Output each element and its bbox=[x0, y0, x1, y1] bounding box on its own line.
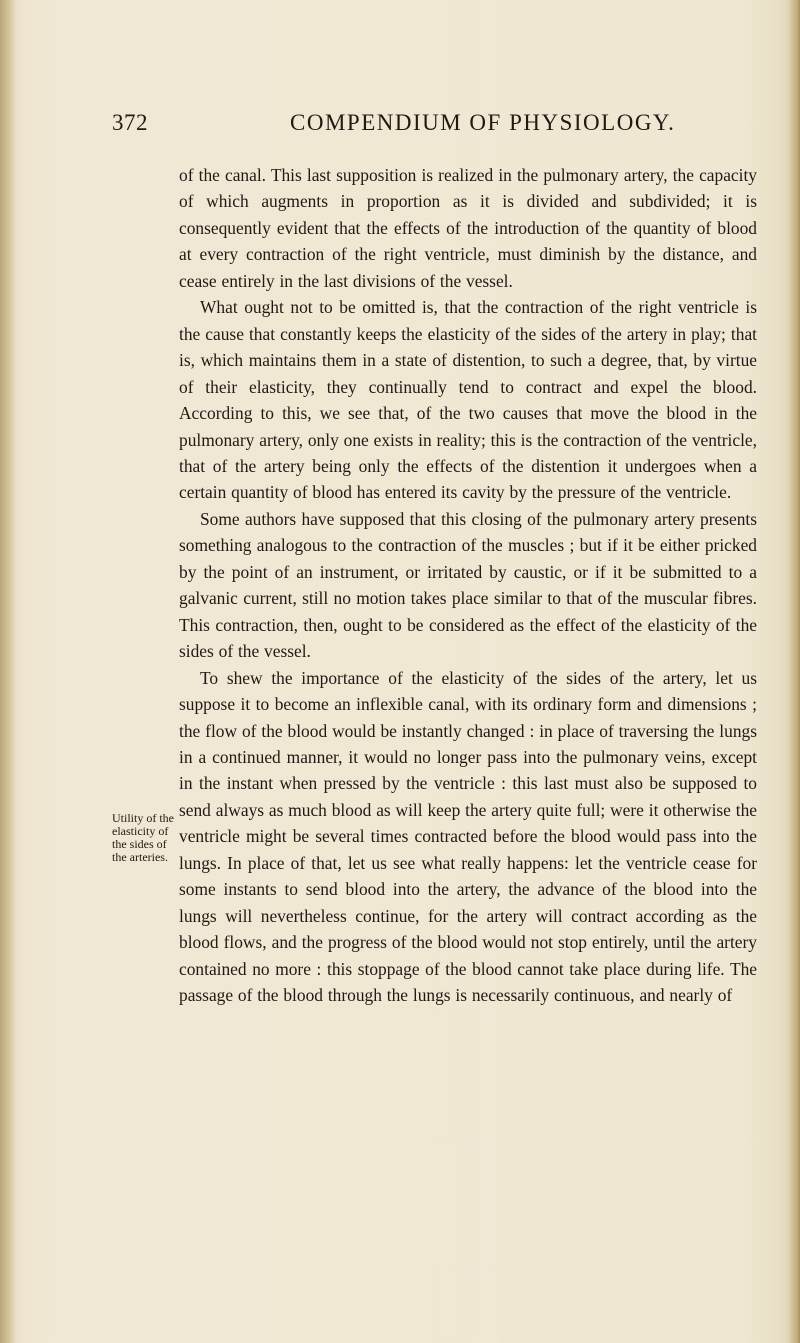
paragraph: Some authors have supposed that this closing of the pulmonary artery presents something analogous to the contraction of the muscles ; but if it be either pricked by the point of an instrument, or irritated by caustic, or if it be submitted to a galvanic current, still no motion takes place similar to that of the muscular fibres. This contraction, then, ought to be considered as the effect of the elasticity of the sides of the vessel. bbox=[179, 508, 757, 662]
margin-note-line: the sides of bbox=[112, 837, 167, 851]
page-number: 372 bbox=[112, 110, 148, 135]
body-text bbox=[179, 162, 757, 1009]
margin-note-line: the arteries. bbox=[112, 850, 168, 864]
running-head: COMPENDIUM OF PHYSIOLOGY. bbox=[290, 110, 676, 135]
margin-note bbox=[112, 812, 186, 864]
page-header bbox=[112, 110, 712, 146]
paragraph: What ought not to be omitted is, that the contraction of the right ventricle is the cause that constantly keeps the elasticity of the sides of the artery in play; that is, which maintains them in a state of distention, to such a degree, that, by virtue of their elasticity, they continually tend to contract and expel the blood. According to this, we see that, of the two causes that move the blood in the pulmonary artery, only one exists in reality; this is the contraction of the ventricle, that of the artery being only the effects of the distention it undergoes when a certain quantity of blood has entered its cavity by the pressure of the ventricle. bbox=[179, 297, 757, 503]
margin-note-line: elasticity of bbox=[112, 824, 169, 838]
paragraph: of the canal. This last supposition is realized in the pulmonary artery, the capacity of which augments in proportion as it is divided and subdivided; it is consequently evident that the effects of the introduction of the quantity of blood at every contraction of the right ventricle, must diminish by the distance, and cease entirely in the last divisions of the vessel. bbox=[179, 165, 757, 291]
margin-note-line: Utility of the bbox=[112, 811, 174, 825]
paragraph: To shew the importance of the elasticity of the sides of the artery, let us suppose it to become an inflexible canal, with its ordinary form and dimensions ; the flow of the blood would be instantly changed : in place of traversing the lungs in a continued manner, it would no longer pass into the pulmonary veins, except in the instant when pressed by the ventricle : this last must also be supposed to send always as much blood as will keep the artery quite full; were it otherwise the ventricle might be several times contracted before the blood would pass into the lungs. In place of that, let us see what really happens: let the ventricle cease for some instants to send blood into the artery, the advance of the blood into the lungs will nevertheless continue, for the artery will contract according as the blood flows, and the progress of the blood would not stop entirely, until the artery contained no more : this stoppage of the blood cannot take place during life. The passage of the blood through the lungs is necessarily continuous, and nearly of bbox=[179, 667, 757, 1006]
binding-shadow bbox=[0, 0, 16, 1343]
page-edge-shadow bbox=[788, 0, 800, 1343]
